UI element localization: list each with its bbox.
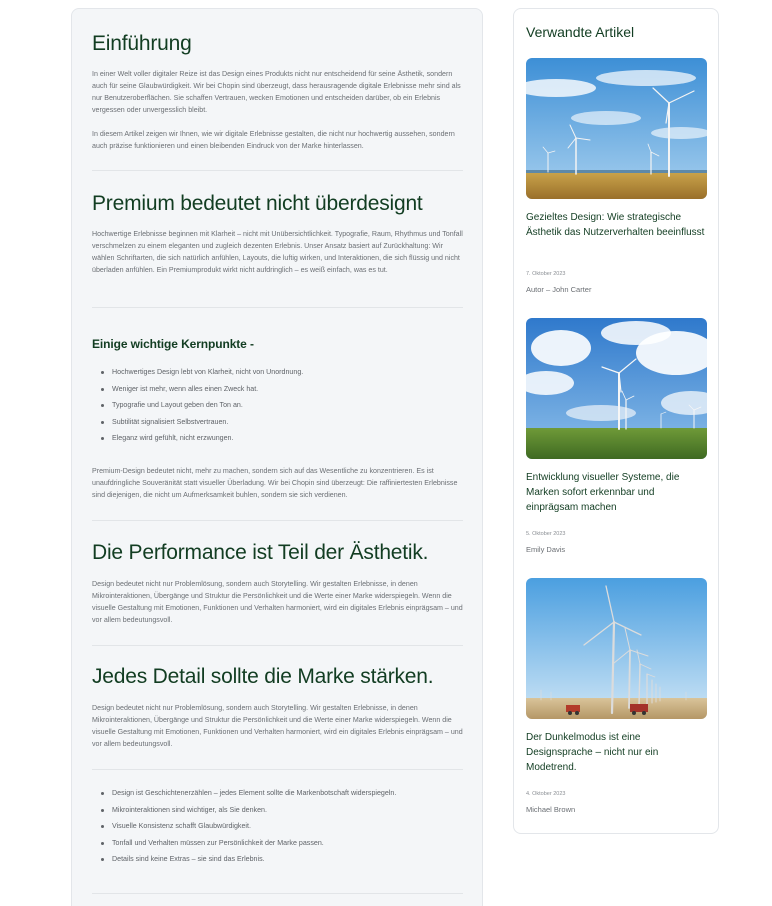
article-panel <box>71 8 483 906</box>
card-date: 4. Oktober 2023 <box>526 791 566 797</box>
list-item: Weniger ist mehr, wenn alles einen Zweck hat. <box>92 385 464 393</box>
list-item: Design ist Geschichtenerzählen – jedes Element sollte die Markenbotschaft widerspiegeln. <box>92 789 464 797</box>
list-item: Mikrointeraktionen sind wichtiger, als Sie denken. <box>92 806 464 814</box>
detail-heading: Jedes Detail sollte die Marke stärken. <box>92 665 434 688</box>
card-date: 5. Oktober 2023 <box>526 531 566 537</box>
list-item: Typografie und Layout geben den Ton an. <box>92 401 464 409</box>
list-item: Details sind keine Extras – sie sind das Erlebnis. <box>92 855 464 863</box>
sidebar-title: Verwandte Artikel <box>526 24 635 40</box>
divider <box>92 520 463 521</box>
related-article-card[interactable] <box>526 58 707 294</box>
card-date: 7. Oktober 2023 <box>526 271 566 277</box>
card-title[interactable]: Der Dunkelmodus ist eine Designsprache – nicht nur ein Modetrend. <box>526 732 659 773</box>
related-article-card[interactable] <box>526 318 707 554</box>
card-author: Michael Brown <box>526 805 576 814</box>
performance-paragraph: Design bedeutet nicht nur Problemlösung, sondern auch Storytelling. Wir gestalten Erlebnisse, in denen Mikrointeraktionen, Übergänge und Struktur die Persönlichkeit und die Werte einer Marke widerspiegeln. Wenn die visuelle Gestaltung mit Emotionen, Funktionen und Verhalten harmoniert, wird ein digitales Erlebnis einprägsam – und vor allem bedeutungsvoll. <box>92 580 463 624</box>
wind-turbines-cloudy-sky-image[interactable] <box>526 318 707 459</box>
divider <box>92 645 463 646</box>
divider <box>92 769 463 770</box>
list-item: Visuelle Konsistenz schafft Glaubwürdigkeit. <box>92 822 464 830</box>
premium-heading: Premium bedeutet nicht überdesignt <box>92 192 423 215</box>
performance-heading: Die Performance ist Teil der Ästhetik. <box>92 541 429 564</box>
list-item: Hochwertiges Design lebt von Klarheit, nicht von Unordnung. <box>92 368 464 376</box>
wind-turbines-row-image[interactable] <box>526 578 707 719</box>
card-author: Emily Davis <box>526 545 566 554</box>
kernpunkte-heading: Einige wichtige Kernpunkte - <box>92 337 254 351</box>
divider <box>92 893 463 894</box>
premium-paragraph-2: Premium-Design bedeutet nicht, mehr zu machen, sondern sich auf das Wesentliche zu konzentrieren. Es ist unaufdringliche Souveränität statt visueller Überladung. Wir bei Chopin sind überzeugt: Die raffiniertesten Erlebnisse sind diejenigen, die nicht um Aufmerksamkeit buhlen, sondern sie sich verdienen. <box>92 467 458 499</box>
wind-turbines-field-image[interactable] <box>526 58 707 199</box>
card-author: Autor – John Carter <box>526 285 592 294</box>
intro-paragraph-1: In einer Welt voller digitaler Reize ist das Design eines Produkts nicht nur entscheidend für seine Ästhetik, sondern auch für seine Glaubwürdigkeit. Wir bei Chopin sind überzeugt, dass herausragende digitale Erlebnisse mehr sind als nur Benutzeroberflächen. Sie schaffen Vertrauen, wecken Emotionen und entscheiden darüber, ob ein Erlebnis vergessen oder unvergesslich bleibt. <box>92 70 461 114</box>
list-item: Subtilität signalisiert Selbstvertrauen. <box>92 418 464 426</box>
intro-heading: Einführung <box>92 32 192 55</box>
detail-list <box>92 789 464 863</box>
intro-paragraph-2: In diesem Artikel zeigen wir Ihnen, wie wir digitale Erlebnisse gestalten, die nicht nur hochwertig aussehen, sondern auch präzise funktionieren und einen bleibenden Eindruck von der Marke hinterlassen. <box>92 130 455 150</box>
list-item: Eleganz wird gefühlt, nicht erzwungen. <box>92 434 464 442</box>
card-title[interactable]: Entwicklung visueller Systeme, die Marken sofort erkennbar und einprägsam machen <box>526 472 680 513</box>
list-item: Tonfall und Verhalten müssen zur Persönlichkeit der Marke passen. <box>92 839 464 847</box>
divider <box>92 170 463 171</box>
card-title[interactable]: Gezieltes Design: Wie strategische Ästhetik das Nutzerverhalten beeinflusst <box>526 212 705 238</box>
kernpunkte-list <box>92 368 464 442</box>
divider <box>92 307 463 308</box>
related-article-card[interactable] <box>526 578 707 814</box>
detail-paragraph: Design bedeutet nicht nur Problemlösung, sondern auch Storytelling. Wir gestalten Erlebnisse, in denen Mikrointeraktionen, Übergänge und Struktur die Persönlichkeit und die Werte einer Marke widerspiegeln. Wenn die visuelle Gestaltung mit Emotionen, Funktionen und Verhalten harmoniert, wird ein digitales Erlebnis einprägsam – und vor allem bedeutungsvoll. <box>92 704 463 748</box>
related-articles-sidebar <box>513 8 719 834</box>
premium-paragraph: Hochwertige Erlebnisse beginnen mit Klarheit – nicht mit Unübersichtlichkeit. Typografie, Raum, Rhythmus und Tonfall verschmelzen zu einem eleganten und zugleich dezenten Erlebnis. Unser Ansatz basiert auf Zurückhaltung: Wir wählen Schriftarten, die sich natürlich anfühlen, Layouts, die luftig wirken, und Interaktionen, die sich flüssig und nicht überladen anfühlen. Ein Premiumprodukt wirkt nicht aufdringlich – es weiß einfach, was es tut. <box>92 230 463 274</box>
